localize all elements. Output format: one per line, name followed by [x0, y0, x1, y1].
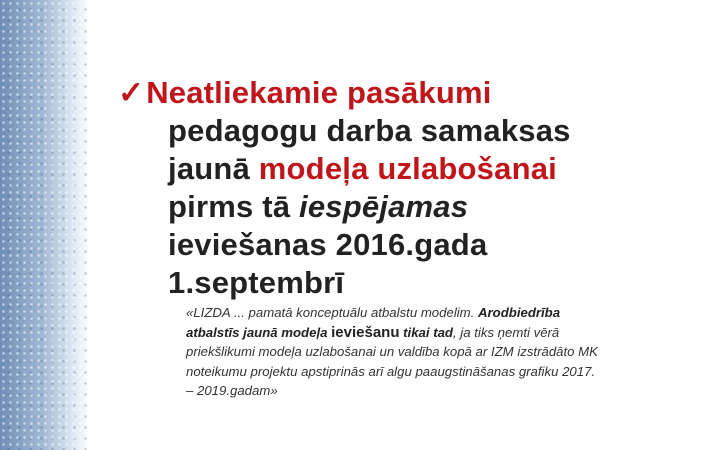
checkmark-icon: ✓: [118, 75, 145, 110]
quote-line-2: [186, 323, 656, 343]
quote-line-1: [186, 303, 656, 323]
heading-line-1: [118, 74, 698, 112]
heading-text-3a: jaunā: [168, 151, 259, 186]
quote-line-5: – 2019.gadam»: [186, 383, 278, 399]
quote-text-1b: Arodbiedrība: [478, 305, 561, 320]
heading-line-6: 1.septembrī: [168, 265, 345, 300]
quote-text-2c: tikai tad: [399, 324, 453, 340]
heading-line-5: ieviešanas 2016.gada: [168, 227, 488, 262]
quote-text-2a: atbalstīs jaunā modeļa: [186, 324, 332, 340]
heading-line-2: pedagogu darba samaksas: [168, 113, 571, 148]
quote-line-3: priekšlikumi modeļa uzlabošanai un valdība kopā ar IZM izstrādāto MK: [186, 344, 598, 360]
quote-line-4: noteikumu projektu apstiprinās arī algu paaugstināšanas grafiku 2017.: [186, 363, 596, 379]
heading-line-3: [118, 150, 698, 188]
slide-heading: [118, 74, 698, 302]
heading-text-3b: modeļa uzlabošanai: [258, 151, 557, 186]
heading-text-4a: pirms tā: [168, 189, 300, 224]
quote-text-2d: , ja tiks ņemti vērā: [452, 324, 560, 340]
heading-text-4b: iespējamas: [299, 189, 469, 224]
heading-line-4: [118, 188, 698, 226]
quote-text-2b: ieviešanu: [331, 323, 400, 341]
quote-text-1a: «LIZDA ... pamatā konceptuālu atbalstu modelim.: [186, 305, 478, 320]
decorative-side-band: [0, 0, 90, 450]
quote-block: [186, 303, 656, 401]
heading-text-1: Neatliekamie pasākumi: [146, 75, 492, 110]
